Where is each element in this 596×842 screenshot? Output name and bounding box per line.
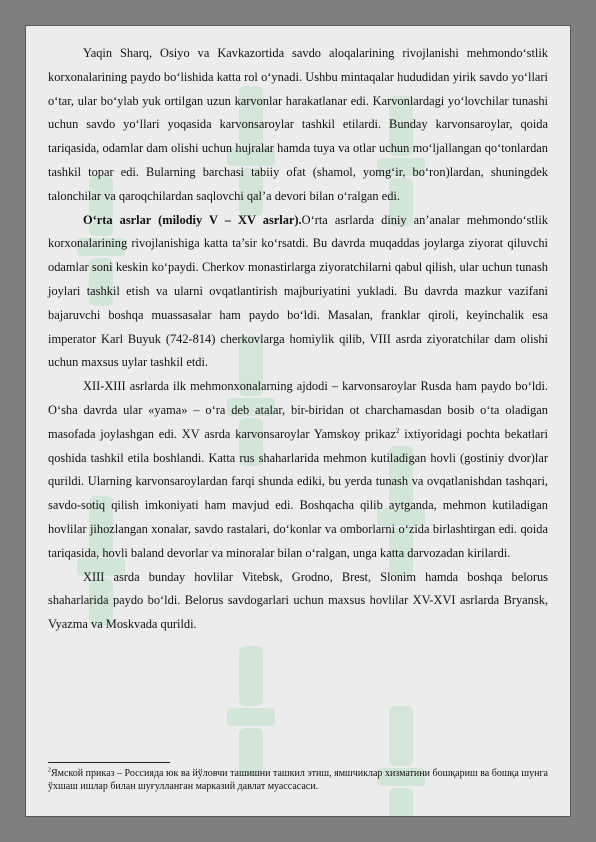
paragraph-text: XII-XIII asrlarda ilk mehmonxonalarning ajdodi – karvonsaroylar Rusda ham paydo bo‘ldi. O‘sha davrda ular «yama» – o‘ra deb atalar, bir-biridan ot charchamasdan bosib o‘ta oladigan masofada joylashgan edi. XV asrda karvonsaroylar Yamskoy prikaz [48,379,548,441]
document-body [48,42,548,637]
footnote-marker: 2 [48,767,51,774]
footnote [48,767,548,793]
paragraph-1 [48,42,548,209]
paragraph-text: ixtiyoridagi pochta bekatlari qoshida tashkil etila boshlandi. Katta rus shaharlarida mehmon kutiladigan hovli (gostiniy dvor)lar qurildi. Ularning karvonsaroylardan farqi shunda ediki, bu yerda tunash va ovqatlanishdan tashqari, savdo-sotiq qilish imkoniyati ham mavjud edi. Boshqacha qilib aytganda, mehmon kutiladigan hovlilar jihozlangan xonalar, savdo rastalari, do‘konlar va omborlarni o‘zida birlashtirgan edi. qoida tariqasida, hovli baland devorlar va minoralar bilan o‘ralgan, unga katta darvozadan kirilardi. [48,426,548,560]
green-logo-watermark-icon [221,646,281,776]
paragraph-text: O‘rta asrlarda diniy an’analar mehmondo‘stlik korxonalarining rivojlanishiga katta ta’sir ko‘rsatdi. Bu davrda muqaddas joylarga ziyorat qiluvchi odamlar soni keskin ko‘paydi. Cherkov monastirlarga ziyoratchilarni qabul qilish, ular uchun tunash joylari tashkil etish va ularni ovqatlantirish majburiyatini yukladi. Bu davrda mazkur vazifani bajaruvchi boshqa muassasalar ham paydo bo‘ldi. Masalan, franklar qiroli, keyinchalik esa imperator Karl Buyuk (742-814) cherkovlarga homiylik qilib, VIII asrda ziyoratchilar dam olishi uchun maxsus uylar tashkil etdi. [48,212,549,370]
paragraph-4 [48,566,548,637]
footnote-reference[interactable]: 2 [395,426,400,435]
footnote-divider [48,762,170,763]
section-heading: O‘rta asrlar (milodiy V – XV asrlar). [83,212,302,227]
document-page [25,25,571,817]
green-logo-watermark-icon [371,706,431,817]
paragraph-2 [48,209,548,376]
footnote-text: Ямской приказ – Россияда юк ва йўловчи ташишни ташкил этиш, ямшчиклар хизматини бошқариш ва бошқа шунга ўхшаш ишлар билан шуғулланган марказий давлат муассасаси. [48,768,548,792]
paragraph-text: XIII asrda bunday hovlilar Vitebsk, Grodno, Brest, Slonim hamda boshqa belorus shaharlarida paydo bo‘ldi. Belorus savdogarlari uchun maxsus hovlilar XV-XVI asrlarda Bryansk, Vyazma va Moskvada qurildi. [48,569,548,632]
paragraph-text: Yaqin Sharq, Osiyo va Kavkazortida savdo aloqalarining rivojlanishi mehmondo‘stlik korxonalarining paydo bo‘lishida katta rol o‘ynadi. Ushbu mintaqalar hududidan yirik savdo yo‘llari o‘tar, ular bo‘ylab yuk ortilgan uzun karvonlar harakatlanar edi. Karvonlardagi yo‘lovchilar tunashi uchun savdo yo‘llari yoqasida karvonsaroylar tashkil etilardi. Bunday karvonsaroylar, qoida tariqasida, odamlar dam olishi uchun hujralar hamda tuya va otlar uchun mo‘ljallangan qo‘tonlardan tashkil topar edi. Bularning barchasi tabiiy ofat (shamol, yomg‘ir, bo‘ron)lardan, shuningdek talonchilar va qaroqchilardan saqlovchi qal’a devori bilan o‘ralgan edi. [48,46,548,203]
paragraph-3 [48,375,548,565]
